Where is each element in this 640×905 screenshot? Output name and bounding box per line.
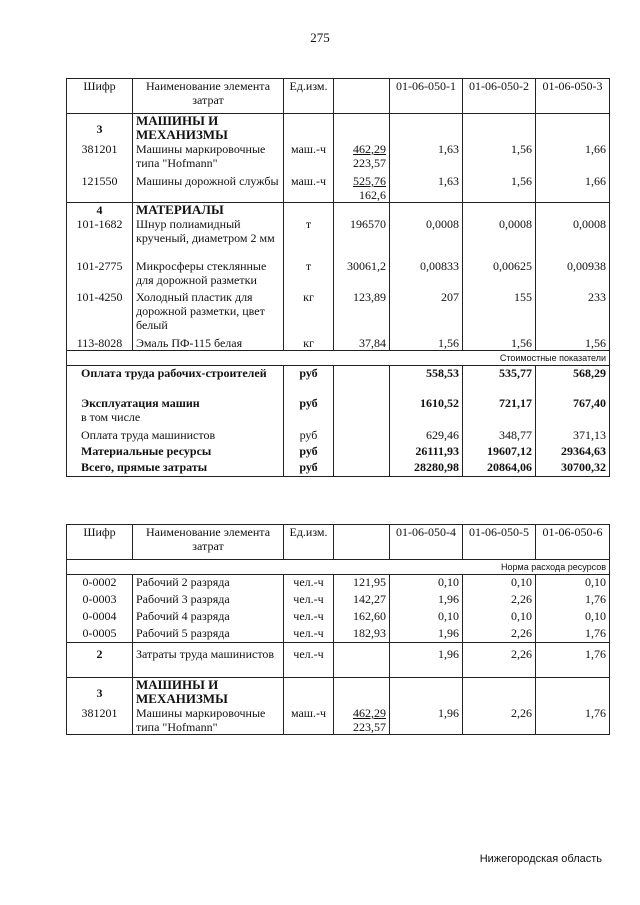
total-name: Оплата труда рабочих-строителей <box>67 366 284 397</box>
row-code: 101-1682 <box>67 217 133 259</box>
row-value: 0,0008 <box>463 217 536 259</box>
row-price: 123,89 <box>334 290 390 336</box>
row-price: 37,84 <box>334 336 390 351</box>
cost-indicators-label: Стоимостные показатели <box>67 351 610 366</box>
row-name: Шнур полиамидный крученый, диаметром 2 мм <box>133 217 284 259</box>
section-row <box>67 203 610 218</box>
row-value: 2,26 <box>463 706 536 735</box>
total-value: 1610,52 <box>390 396 463 424</box>
row-value: 0,0008 <box>390 217 463 259</box>
row-value: 0,10 <box>536 606 610 623</box>
row-code: 101-2775 <box>67 259 133 290</box>
row-unit: маш.-ч <box>284 706 334 735</box>
total-value: 568,29 <box>536 366 610 397</box>
resource-table-1 <box>66 78 610 477</box>
header-code: Шифр <box>67 525 133 560</box>
total-value: 30700,32 <box>536 458 610 477</box>
total-name: Материальные ресурсы <box>67 442 284 458</box>
total-row <box>67 424 610 442</box>
cost-indicators-row <box>67 351 610 366</box>
row-value: 1,66 <box>536 142 610 170</box>
section-row <box>67 114 610 143</box>
row-code: 0-0003 <box>67 589 133 606</box>
header-name: Наименование элемента затрат <box>133 79 284 114</box>
table-row <box>67 623 610 643</box>
row-value: 1,76 <box>536 589 610 606</box>
row-value: 1,96 <box>390 706 463 735</box>
row-value: 0,10 <box>463 606 536 623</box>
row-unit: чел.-ч <box>284 623 334 643</box>
row-price: 121,95 <box>334 575 390 590</box>
row-unit: кг <box>284 336 334 351</box>
total-row <box>67 458 610 477</box>
row-value: 1,96 <box>390 623 463 643</box>
row-value: 1,66 <box>536 170 610 203</box>
row-unit: маш.-ч <box>284 170 334 203</box>
row-unit: кг <box>284 290 334 336</box>
table-row <box>67 336 610 351</box>
row-value: 0,10 <box>390 575 463 590</box>
row-value: 1,76 <box>536 706 610 735</box>
total-name: Оплата труда машинистов <box>67 424 284 442</box>
page-number: 275 <box>310 30 330 45</box>
table-header-row <box>67 79 610 114</box>
row-price: 182,93 <box>334 623 390 643</box>
row-unit: т <box>284 217 334 259</box>
row-value: 0,10 <box>463 575 536 590</box>
table-row <box>67 170 610 203</box>
row-value: 1,56 <box>536 336 610 351</box>
section-row <box>67 643 610 678</box>
row-price: 142,27 <box>334 589 390 606</box>
total-unit: руб <box>284 458 334 477</box>
total-value: 629,46 <box>390 424 463 442</box>
total-value: 535,77 <box>463 366 536 397</box>
table-row <box>67 142 610 170</box>
row-value: 0,0008 <box>536 217 610 259</box>
row-value: 0,00833 <box>390 259 463 290</box>
row-value: 0,10 <box>536 575 610 590</box>
row-code: 381201 <box>67 142 133 170</box>
row-value: 1,56 <box>463 142 536 170</box>
total-row <box>67 442 610 458</box>
total-unit: руб <box>284 424 334 442</box>
row-code: 0-0004 <box>67 606 133 623</box>
table-row <box>67 606 610 623</box>
row-value: 2,26 <box>463 623 536 643</box>
row-code: 101-4250 <box>67 290 133 336</box>
total-value: 348,77 <box>463 424 536 442</box>
row-price: 196570 <box>334 217 390 259</box>
header-col-5: 01-06-050-5 <box>463 525 536 560</box>
row-value: 0,10 <box>390 606 463 623</box>
section-row <box>67 678 610 707</box>
total-value: 26111,93 <box>390 442 463 458</box>
row-name: Машины маркировочные типа "Hofmann" <box>133 706 284 735</box>
row-value: 1,56 <box>463 170 536 203</box>
table-row <box>67 706 610 735</box>
row-unit: чел.-ч <box>284 606 334 623</box>
total-unit: руб <box>284 442 334 458</box>
row-name: Рабочий 4 разряда <box>133 606 284 623</box>
header-col-1: 01-06-050-1 <box>390 79 463 114</box>
row-name: Рабочий 2 разряда <box>133 575 284 590</box>
total-name: Эксплуатация машин в том числе <box>67 396 284 424</box>
row-value: 0,00938 <box>536 259 610 290</box>
header-col-6: 01-06-050-6 <box>536 525 610 560</box>
total-value: 767,40 <box>536 396 610 424</box>
total-value: 28280,98 <box>390 458 463 477</box>
row-value: 1,76 <box>536 623 610 643</box>
row-value: 1,56 <box>463 336 536 351</box>
row-value: 2,26 <box>463 643 536 678</box>
norm-label: Норма расхода ресурсов <box>67 560 610 575</box>
row-name: Машины дорожной службы <box>133 170 284 203</box>
row-code: 0-0002 <box>67 575 133 590</box>
row-price: 462,29 223,57 <box>334 706 390 735</box>
row-value: 1,63 <box>390 170 463 203</box>
region-footer: Нижегородская область <box>479 853 602 865</box>
table-row <box>67 259 610 290</box>
row-value: 0,00625 <box>463 259 536 290</box>
section-title: Затраты труда машинистов <box>133 643 284 678</box>
row-price: 162,60 <box>334 606 390 623</box>
header-col-2: 01-06-050-2 <box>463 79 536 114</box>
row-value: 2,26 <box>463 589 536 606</box>
norm-row <box>67 560 610 575</box>
total-row <box>67 366 610 397</box>
row-unit: чел.-ч <box>284 575 334 590</box>
row-unit: маш.-ч <box>284 142 334 170</box>
row-price: 30061,2 <box>334 259 390 290</box>
header-unit: Ед.изм. <box>284 525 334 560</box>
row-value: 1,96 <box>390 589 463 606</box>
row-name: Машины маркировочные типа "Hofmann" <box>133 142 284 170</box>
row-value: 1,56 <box>390 336 463 351</box>
table-header-row <box>67 525 610 560</box>
section-number: 2 <box>67 643 133 678</box>
resource-table-2 <box>66 524 610 735</box>
header-unit: Ед.изм. <box>284 79 334 114</box>
row-name: Рабочий 5 разряда <box>133 623 284 643</box>
header-code: Шифр <box>67 79 133 114</box>
row-value: 233 <box>536 290 610 336</box>
section-number: 3 <box>67 114 133 143</box>
row-price: 525,76 162,6 <box>334 170 390 203</box>
section-title: МАТЕРИАЛЫ <box>133 203 284 218</box>
total-value: 20864,06 <box>463 458 536 477</box>
total-unit: руб <box>284 366 334 397</box>
row-value: 207 <box>390 290 463 336</box>
total-value: 19607,12 <box>463 442 536 458</box>
row-value: 1,96 <box>390 643 463 678</box>
header-name: Наименование элемента затрат <box>133 525 284 560</box>
header-col-4: 01-06-050-4 <box>390 525 463 560</box>
table-row <box>67 589 610 606</box>
row-code: 121550 <box>67 170 133 203</box>
row-unit: чел.-ч <box>284 589 334 606</box>
row-value: 1,63 <box>390 142 463 170</box>
header-col-3: 01-06-050-3 <box>536 79 610 114</box>
row-name: Рабочий 3 разряда <box>133 589 284 606</box>
row-value: 1,76 <box>536 643 610 678</box>
section-number: 3 <box>67 678 133 707</box>
total-unit: руб <box>284 396 334 424</box>
total-value: 558,53 <box>390 366 463 397</box>
section-title: МАШИНЫ И МЕХАНИЗМЫ <box>133 678 284 707</box>
row-name: Эмаль ПФ-115 белая <box>133 336 284 351</box>
total-name: Всего, прямые затраты <box>67 458 284 477</box>
section-number: 4 <box>67 203 133 218</box>
row-code: 381201 <box>67 706 133 735</box>
header-price <box>334 525 390 560</box>
table-row <box>67 575 610 590</box>
section-title: МАШИНЫ И МЕХАНИЗМЫ <box>133 114 284 143</box>
row-unit: чел.-ч <box>284 643 334 678</box>
row-unit: т <box>284 259 334 290</box>
row-name: Холодный пластик для дорожной разметки, цвет белый <box>133 290 284 336</box>
row-name: Микросферы стеклянные для дорожной разметки <box>133 259 284 290</box>
row-code: 113-8028 <box>67 336 133 351</box>
row-value: 155 <box>463 290 536 336</box>
row-price: 462,29 223,57 <box>334 142 390 170</box>
header-price <box>334 79 390 114</box>
table-row <box>67 290 610 336</box>
total-value: 721,17 <box>463 396 536 424</box>
total-row <box>67 396 610 424</box>
total-value: 371,13 <box>536 424 610 442</box>
row-code: 0-0005 <box>67 623 133 643</box>
table-row <box>67 217 610 259</box>
total-value: 29364,63 <box>536 442 610 458</box>
